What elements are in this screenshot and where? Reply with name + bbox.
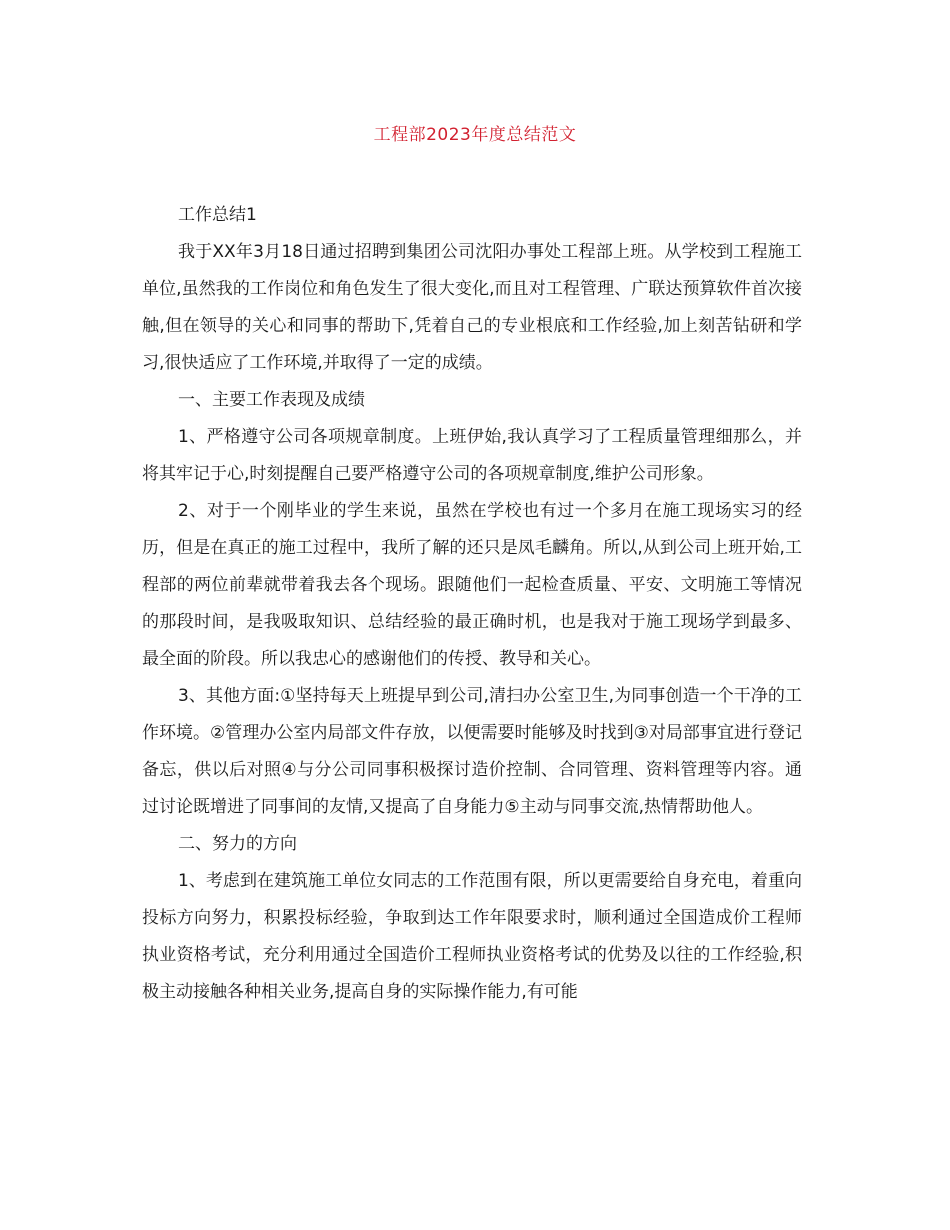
paragraph-item-3: 3、其他方面:①坚持每天上班提早到公司,清扫办公室卫生,为同事创造一个干净的工作环境。②管理办公室内局部文件存放，以便需要时能够及时找到③对局部事宜进行登记备忘，供以后对照④与分公司同事积极探讨造价控制、合同管理、资料管理等内容。通过讨论既增进了同事间的友情,又提高了自身能力⑤主动与同事交流,热情帮助他人。	[142, 686, 802, 817]
document-body	[142, 197, 802, 1011]
paragraph-item-2: 2、对于一个刚毕业的学生来说，虽然在学校也有过一个多月在施工现场实习的经历，但是在真正的施工过程中，我所了解的还只是凤毛麟角。所以,从到公司上班开始,工程部的两位前辈就带着我去各个现场。跟随他们一起检查质量、平安、文明施工等情况的那段时间，是我吸取知识、总结经验的最正确时机，也是我对于施工现场学到最多、最全面的阶段。所以我忠心的感谢他们的传授、教导和关心。	[142, 501, 802, 669]
subheading-main-work: 一、主要工作表现及成绩	[178, 390, 365, 410]
paragraph-intro: 我于XX年3月18日通过招聘到集团公司沈阳办事处工程部上班。从学校到工程施工单位,虽然我的工作岗位和角色发生了很大变化,而且对工程管理、广联达预算软件首次接触,但在领导的关心和同事的帮助下,凭着自己的专业根底和工作经验,加上刻苦钻研和学习,很快适应了工作环境,并取得了一定的成绩。	[142, 242, 802, 373]
subheading-direction: 二、努力的方向	[178, 834, 297, 854]
section-heading: 工作总结1	[178, 205, 257, 225]
document-title: 工程部2023年度总结范文	[373, 125, 577, 145]
paragraph-item-1: 1、严格遵守公司各项规章制度。上班伊始,我认真学习了工程质量管理细那么，并将其牢记于心,时刻提醒自己要严格遵守公司的各项规章制度,维护公司形象。	[142, 427, 802, 484]
paragraph-direction-1: 1、考虑到在建筑施工单位女同志的工作范围有限，所以更需要给自身充电，着重向投标方向努力，积累投标经验，争取到达工作年限要求时，顺利通过全国造成价工程师执业资格考试，充分利用通过全国造价工程师执业资格考试的优势及以往的工作经验,积极主动接触各种相关业务,提高自身的实际操作能力,有可能	[142, 871, 802, 1002]
